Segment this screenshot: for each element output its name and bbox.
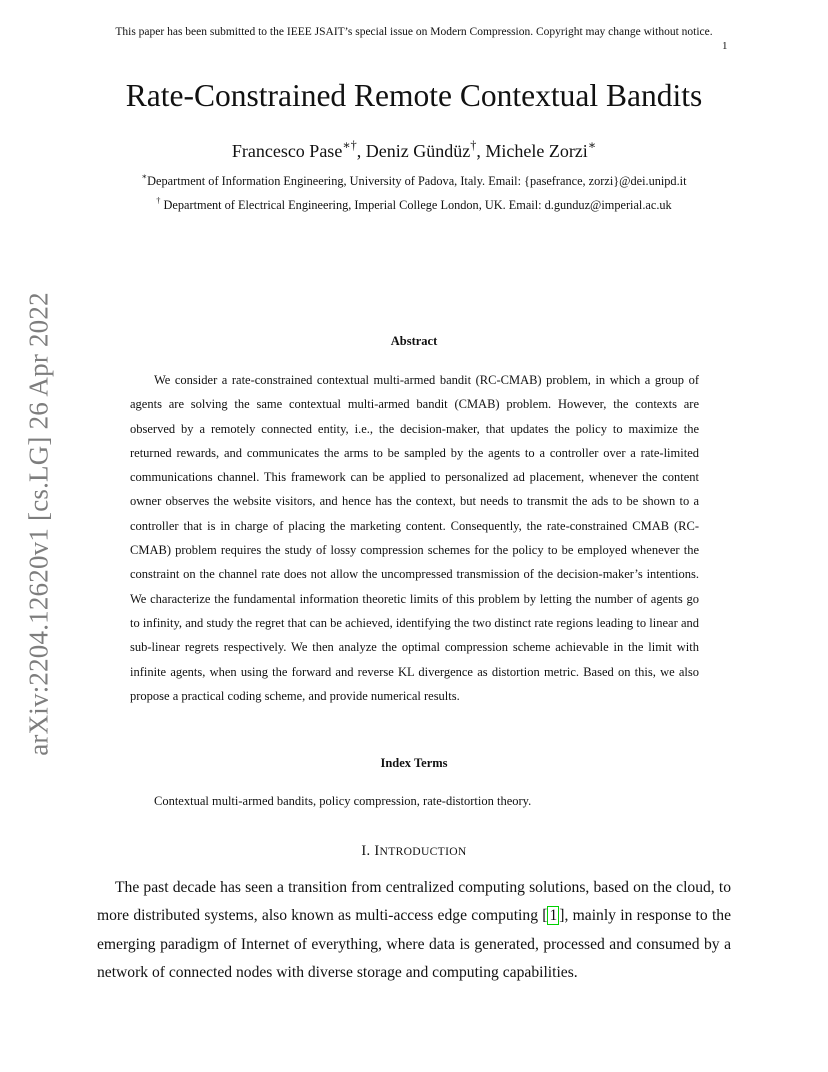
affiliation-imperial: [0, 196, 828, 214]
section-title-rest: NTRODUCTION: [379, 845, 467, 858]
index-terms-text: Contextual multi-armed bandits, policy compression, rate-distortion theory.: [154, 794, 532, 808]
affiliation-mark: ∗: [141, 172, 148, 182]
author-list: [0, 138, 828, 164]
section-number: I.: [361, 843, 375, 859]
author-name: Michele Zorzi: [485, 141, 588, 161]
section-title-initial: I: [374, 843, 380, 859]
affiliation-text: Department of Information Engineering, University of Padova, Italy. Email: {pasefrance, zorzi}@dei.unipd.it: [147, 174, 687, 188]
citation-link[interactable]: 1: [549, 907, 558, 925]
introduction-paragraph: [97, 874, 731, 987]
affiliation-text: Department of Electrical Engineering, Imperial College London, UK. Email: d.gunduz@imperial.ac.uk: [160, 198, 672, 212]
author-separator: ,: [476, 141, 486, 161]
paper-title: Rate-Constrained Remote Contextual Bandits: [125, 78, 703, 113]
author-name: Francesco Pase: [231, 141, 343, 161]
introduction-heading: [0, 843, 828, 860]
intro-text-start: The past decade has seen a transition from centralized computing solutions, based on the cloud, to more distributed systems, also known as multi-access edge computing [: [97, 879, 731, 925]
abstract-text: We consider a rate-constrained contextual multi-armed bandit (RC-CMAB) problem, in which a group of agents are solving the same contextual multi-armed bandit (CMAB) problem. However, the contexts are observed by a remotely connected entity, i.e., the decision-maker, that updates the policy to maximize the returned rewards, and communicates the arms to be sampled by the agents to a controller over a rate-limited communications channel. This framework can be applied to personalized ad placement, whenever the content owner observes the website visitors, and hence has the context, but needs to transmit the ads to be shown to a controller that is in charge of placing the marketing content. Consequently, the rate-constrained CMAB (RC-CMAB) problem requires the study of lossy compression schemes for the policy to be employed whenever the constraint on the channel rate does not allow the uncompressed transmission of the decision-maker’s intentions. We characterize the fundamental information theoretic limits of this problem by letting the number of agents go to infinity, and study the regret that can be achieved, identifying the two distinct rate regions leading to linear and sub-linear regrets respectively. We then analyze the optimal compression scheme achievable in the limit with infinite agents, when using the forward and reverse KL divergence as distortion metric. Based on this, we also propose a practical coding scheme, and provide numerical results.: [130, 373, 699, 703]
abstract-heading: Abstract: [390, 334, 438, 348]
author-mark: ∗†: [342, 137, 357, 152]
submission-notice: This paper has been submitted to the IEEE JSAIT’s special issue on Modern Compression. Copyright may change without notice.: [115, 26, 713, 38]
index-terms-heading: Index Terms: [380, 756, 448, 770]
intro-text-end: ], mainly in response to the emerging paradigm of Internet of everything, where data is generated, processed and consumed by a network of connected nodes with diverse storage and computing capabilities.: [97, 907, 732, 981]
affiliation-mark: †: [156, 196, 161, 206]
author-mark: †: [470, 137, 477, 152]
arxiv-identifier: arXiv:2204.12620v1 [cs.LG] 26 Apr 2022: [23, 292, 54, 756]
author-name: Deniz Gündüz: [365, 141, 471, 161]
author-mark: ∗: [587, 137, 597, 152]
author-separator: ,: [356, 141, 366, 161]
page-number: 1: [722, 40, 728, 52]
affiliation-padova: [0, 172, 828, 190]
